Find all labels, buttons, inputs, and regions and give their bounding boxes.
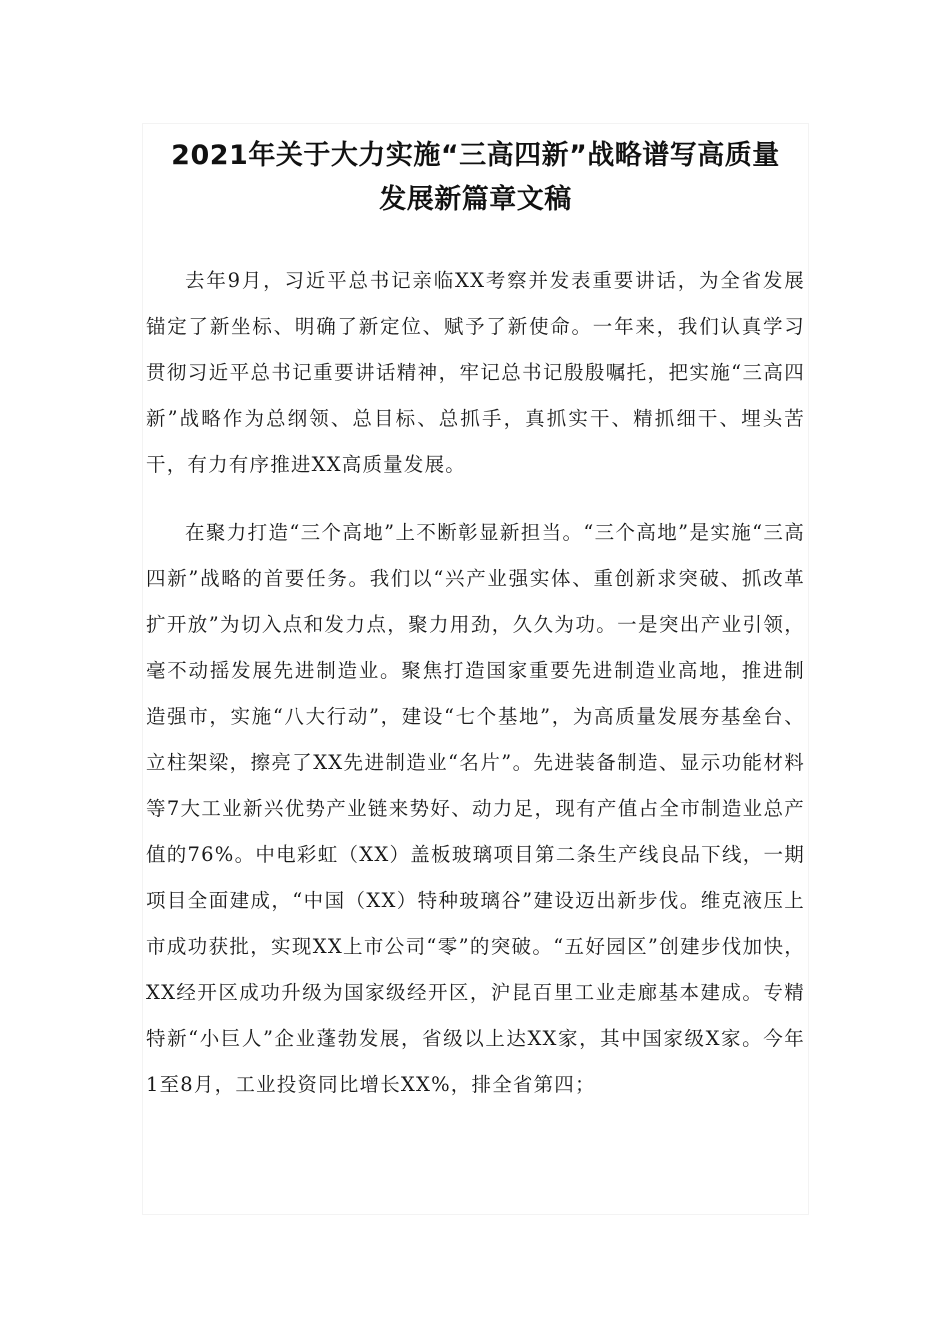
title-line-2: 发展新篇章文稿 <box>379 184 572 215</box>
document-page <box>143 124 808 1214</box>
title-line-1: 2021年关于大力实施“三高四新”战略谱写高质量 <box>171 140 780 171</box>
document-title <box>143 124 808 222</box>
paragraph-three-highlands: 在聚力打造“三个高地”上不断彰显新担当。“三个高地”是实施“三高四新”战略的首要任务。我们以“兴产业强实体、重创新求突破、抓改革扩开放”为切入点和发力点，聚力用劲，久久为功。一是突出产业引领，毫不动摇发展先进制造业。聚焦打造国家重要先进制造业高地，推进制造强市，实施“八大行动”，建设“七个基地”，为高质量发展夯基垒台、立柱架梁，擦亮了XX先进制造业“名片”。先进装备制造、显示功能材料等7大工业新兴优势产业链来势好、动力足，现有产值占全市制造业总产值的76%。中电彩虹（XX）盖板玻璃项目第二条生产线良品下线，一期项目全面建成，“中国（XX）特种玻璃谷”建设迈出新步伐。维克液压上市成功获批，实现XX上市公司“零”的突破。“五好园区”创建步伐加快，XX经开区成功升级为国家级经开区，沪昆百里工业走廊基本建成。专精特新“小巨人”企业蓬勃发展，省级以上达XX家，其中国家级X家。今年1至8月，工业投资同比增长XX%，排全省第四； <box>146 521 805 1096</box>
document-body <box>143 258 808 1108</box>
paragraph-intro: 去年9月，习近平总书记亲临XX考察并发表重要讲话，为全省发展锚定了新坐标、明确了新定位、赋予了新使命。一年来，我们认真学习贯彻习近平总书记重要讲话精神，牢记总书记殷殷嘱托，把实施“三高四新”战略作为总纲领、总目标、总抓手，真抓实干、精抓细干、埋头苦干，有力有序推进XX高质量发展。 <box>146 269 805 476</box>
